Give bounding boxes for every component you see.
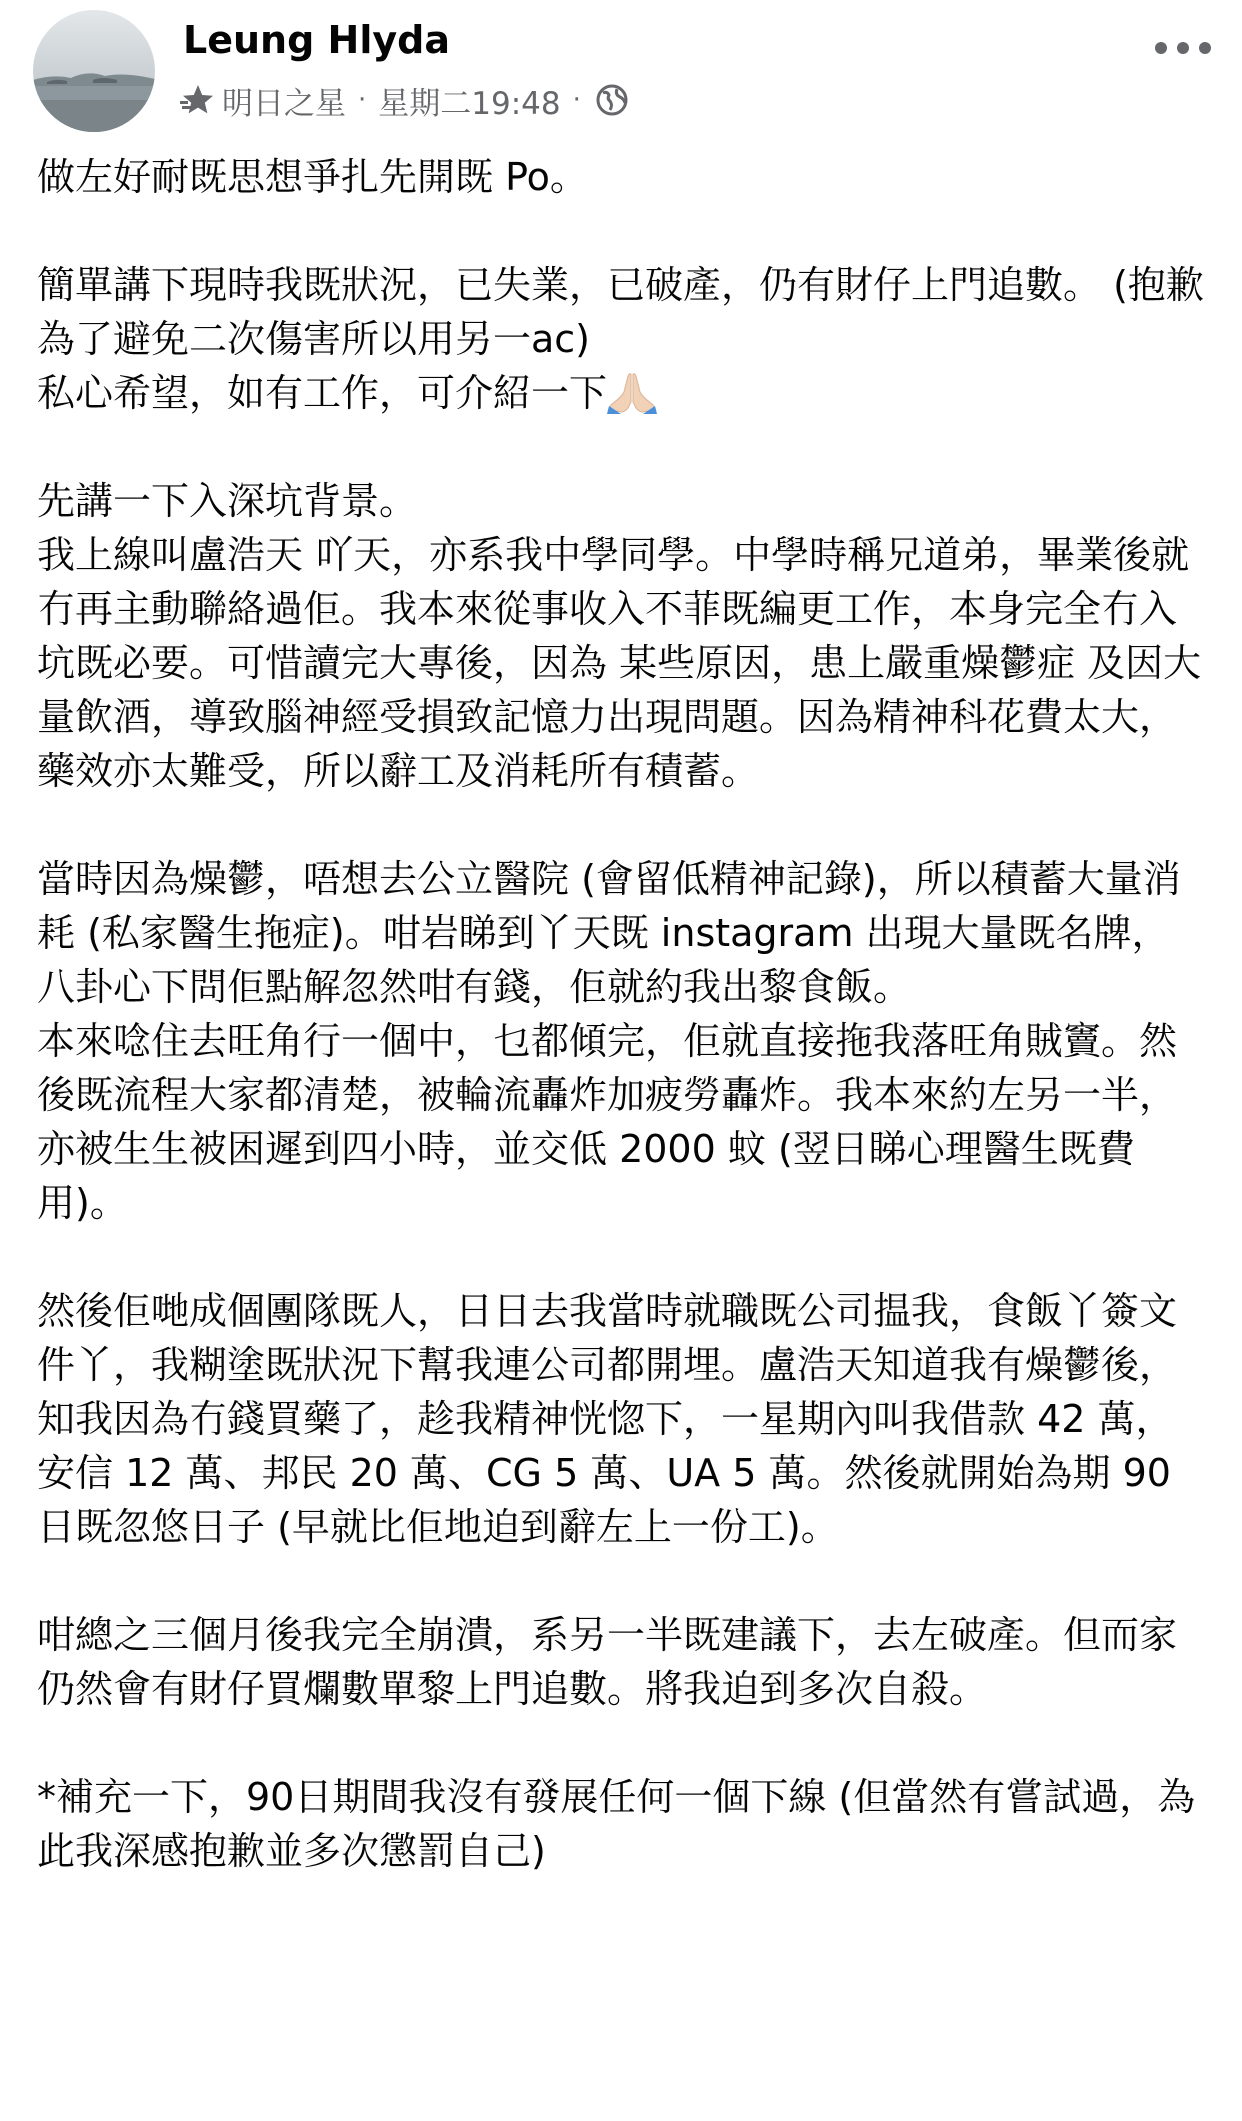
post-paragraph: 簡單講下現時我既狀況，已失業，已破產，仍有財仔上門追數。 (抱歉為了避免二次傷害所以用另一ac) xyxy=(37,263,1204,361)
more-dot xyxy=(1177,42,1189,54)
avatar-landscape-image xyxy=(33,10,155,132)
post-paragraph: *補充一下，90日期間我沒有發展任何一個下線 (但當然有嘗試過，為此我深感抱歉並多次懲罰自己) xyxy=(37,1775,1196,1873)
post-text: 私心希望，如有工作，可介紹一下 xyxy=(37,371,608,415)
post-paragraph xyxy=(37,366,1207,420)
paragraph-gap xyxy=(37,1716,1207,1770)
paragraph-gap xyxy=(37,1554,1207,1608)
avatar[interactable] xyxy=(33,10,155,132)
post-paragraph: 先講一下入深坑背景。 xyxy=(37,479,418,523)
post-timestamp[interactable]: 星期二19:48 xyxy=(378,85,561,122)
paragraph-gap xyxy=(37,204,1207,258)
post-paragraph: 當時因為燥鬱，唔想去公立醫院 (會留低精神記錄)，所以積蓄大量消耗 (私家醫生拖症)。咁岩睇到丫天既 instagram 出現大量既名牌，八卦心下問佢點解忽然咁有錢，佢就約我出黎食飯。 xyxy=(37,857,1181,1009)
paragraph-gap xyxy=(37,798,1207,852)
post-paragraph: 本來唸住去旺角行一個中，乜都傾完，佢就直接拖我落旺角賊竇。然後既流程大家都清楚，被輪流轟炸加疲勞轟炸。我本來約左另一半，亦被生生被困遲到四小時，並交低 2000 蚊 (翌日睇心理醫生既費用)。 xyxy=(37,1019,1178,1225)
paragraph-gap xyxy=(37,1230,1207,1284)
star-icon xyxy=(180,82,216,118)
more-options-icon[interactable] xyxy=(1155,34,1211,62)
post-body xyxy=(37,150,1207,1878)
author-name[interactable]: Leung Hlyda xyxy=(183,18,450,62)
meta-separator: · xyxy=(358,85,367,115)
globe-icon[interactable] xyxy=(595,83,629,117)
post-meta xyxy=(180,78,629,122)
post-paragraph: 然後佢哋成個團隊既人，日日去我當時就職既公司揾我，食飯丫簽文件丫，我糊塗既狀況下幫我連公司都開埋。盧浩天知道我有燥鬱後，知我因為冇錢買藥了，趁我精神恍惚下，一星期內叫我借款 42 萬，安信 12 萬、邦民 20 萬、CG 5 萬、UA 5 萬。然後就開始為期 90日既忽悠日子 (早就比佢地迫到辭左上一份工)。 xyxy=(37,1289,1178,1549)
more-dot xyxy=(1199,42,1211,54)
post-paragraph: 咁總之三個月後我完全崩潰，系另一半既建議下，去左破產。但而家仍然會有財仔買爛數單黎上門追數。將我迫到多次自殺。 xyxy=(37,1613,1178,1711)
post-header xyxy=(0,0,1242,130)
paragraph-gap xyxy=(37,420,1207,474)
meta-separator: · xyxy=(572,85,581,115)
post-paragraph: 我上線叫盧浩天 吖天，亦系我中學同學。中學時稱兄道弟，畢業後就冇再主動聯絡過佢。我本來從事收入不菲既編更工作，本身完全冇入坑既必要。可惜讀完大專後，因為 某些原因，患上嚴重燥鬱症 及因大量飲酒，導致腦神經受損致記憶力出現問題。因為精神科花費太大，藥效亦太難受，所以辭工及消耗所有積蓄。 xyxy=(37,533,1202,793)
more-dot xyxy=(1155,42,1167,54)
praying-hands-icon xyxy=(607,370,657,414)
post-paragraph: 做左好耐既思想爭扎先開既 Po。 xyxy=(37,155,588,199)
badge-label[interactable]: 明日之星 xyxy=(222,85,346,122)
